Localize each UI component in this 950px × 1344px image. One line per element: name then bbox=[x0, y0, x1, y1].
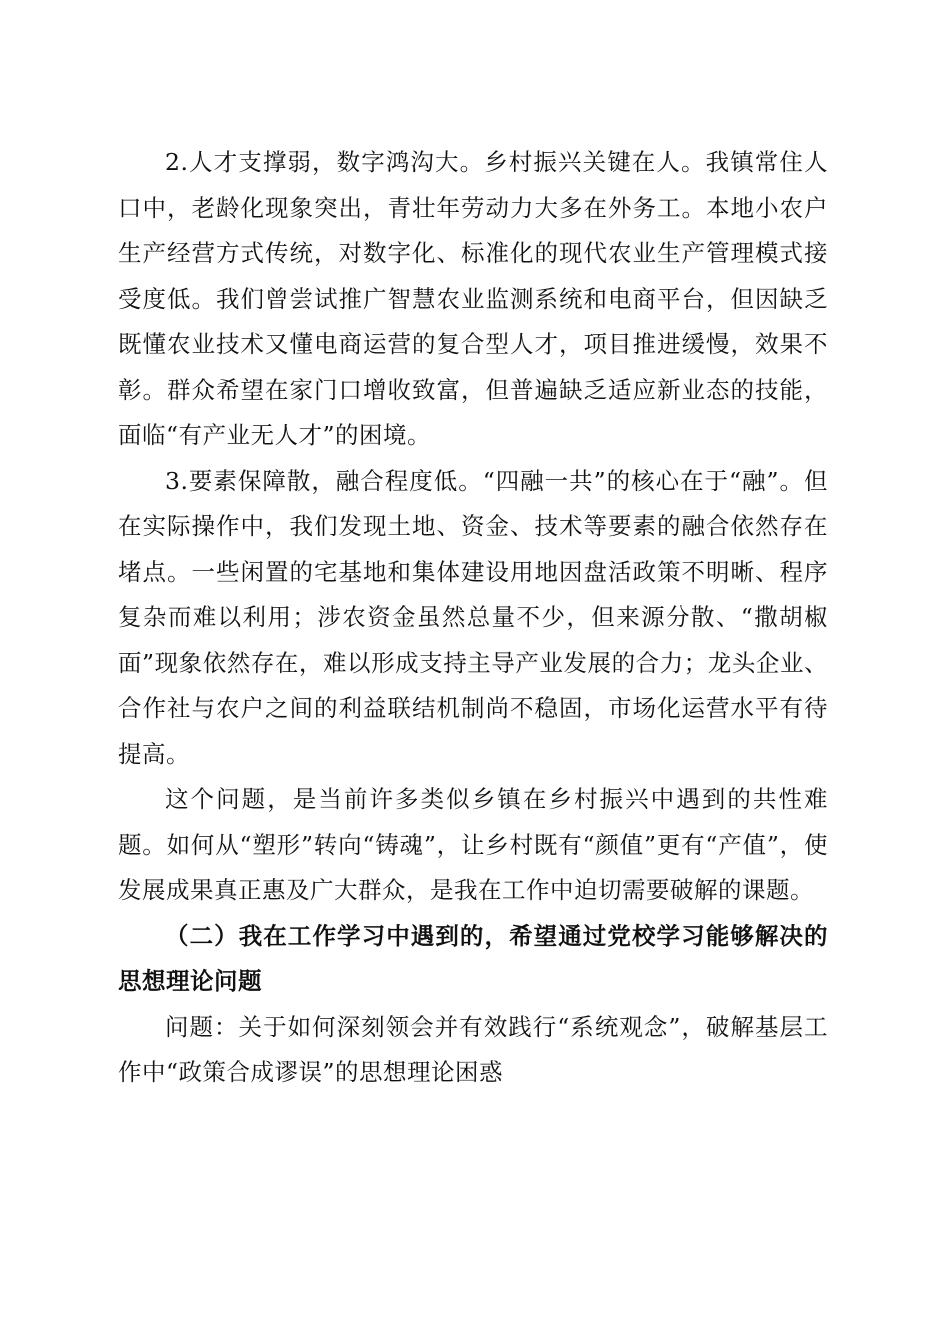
section-heading: （二）我在工作学习中遇到的，希望通过党校学习能够解决的思想理论问题 bbox=[118, 921, 828, 995]
paragraph-talent-support: 2.人才支撑弱，数字鸿沟大。乡村振兴关键在人。我镇常住人口中，老龄化现象突出，青壮年劳动力大多在外务工。本地小农户生产经营方式传统，对数字化、标准化的现代农业生产管理模式接受度低。我们曾尝试推广智慧农业监测系统和电商平台，但因缺乏既懂农业技术又懂电商运营的复合型人才，项目推进缓慢，效果不彰。群众希望在家门口增收致富，但普遍缺乏适应新业态的技能，面临“有产业无人才”的困境。 bbox=[118, 148, 828, 449]
paragraph-common-problem: 这个问题，是当前许多类似乡镇在乡村振兴中遇到的共性难题。如何从“塑形”转向“铸魂”，让乡村既有“颜值”更有“产值”，使发展成果真正惠及广大群众，是我在工作中迫切需要破解的课题。 bbox=[118, 785, 828, 904]
document-page bbox=[118, 140, 828, 1096]
paragraph-question: 问题：关于如何深刻领会并有效践行“系统观念”，破解基层工作中“政策合成谬误”的思想理论困惑 bbox=[118, 1012, 828, 1086]
paragraph-factor-guarantee: 3.要素保障散，融合程度低。“四融一共”的核心在于“融”。但在实际操作中，我们发现土地、资金、技术等要素的融合依然存在堵点。一些闲置的宅基地和集体建设用地因盘活政策不明晰、程序复杂而难以利用；涉农资金虽然总量不少，但来源分散、“撒胡椒面”现象依然存在，难以形成支持主导产业发展的合力；龙头企业、合作社与农户之间的利益联结机制尚不稳固，市场化运营水平有待提高。 bbox=[118, 466, 828, 768]
